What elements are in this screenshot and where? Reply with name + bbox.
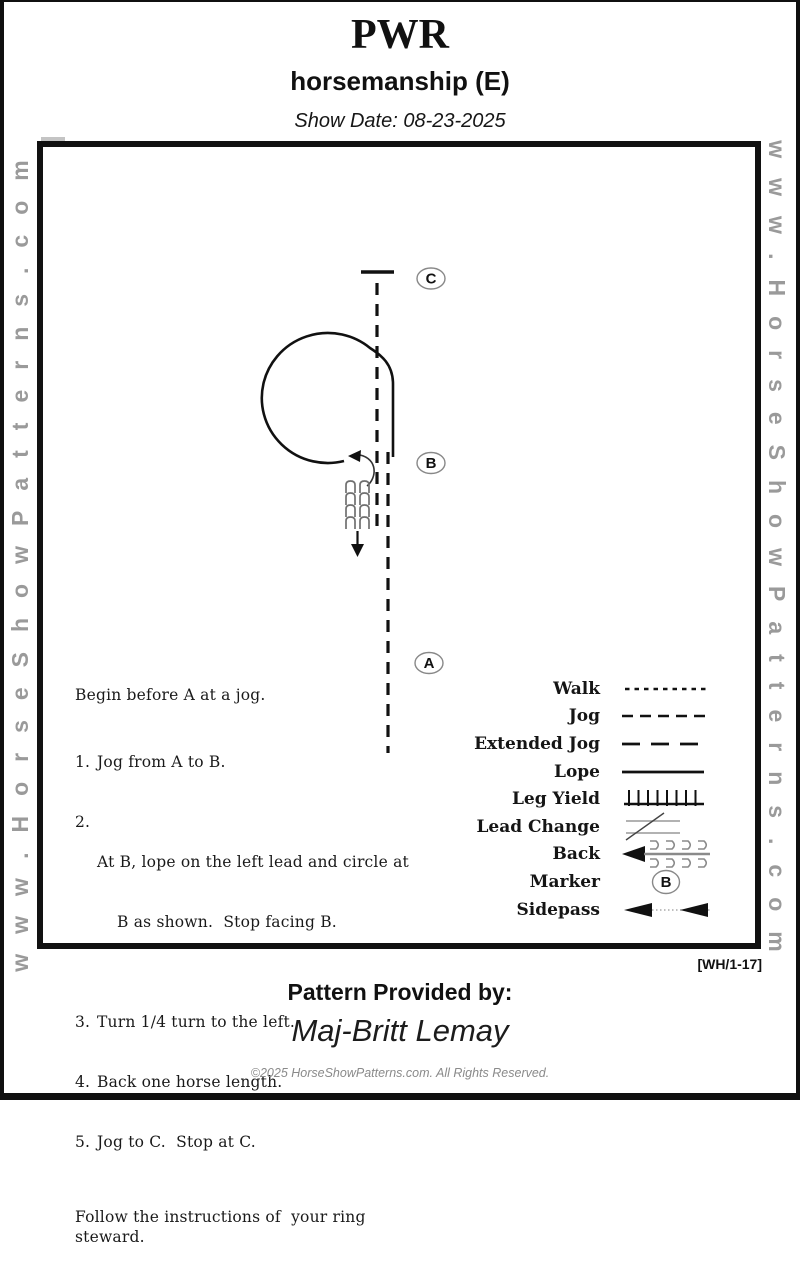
legend-row-leg-yield: [460, 785, 720, 813]
extended-jog-line-icon: [620, 730, 715, 758]
legend-label: Walk: [553, 678, 600, 699]
step-number: 2.: [75, 813, 91, 831]
back-arrowhead-icon: [351, 544, 364, 557]
provided-by-name: Maj-Britt Lemay: [291, 1013, 509, 1048]
svg-text:B: B: [660, 873, 672, 891]
marker-b: [417, 453, 445, 474]
back-symbol: [346, 481, 369, 529]
legend-row-marker: [460, 868, 720, 896]
pattern-code: [WH/1-17]: [697, 956, 762, 972]
step-text: At B, lope on the left lead and circle at: [97, 853, 409, 871]
lope-line-icon: [620, 758, 715, 786]
quarter-turn-arrowhead-icon: [348, 450, 361, 462]
step-text: Turn 1/4 turn to the left.: [97, 1013, 296, 1031]
step-text: Jog from A to B.: [97, 753, 226, 771]
legend-label: Lope: [554, 761, 600, 782]
provided-by-label: Pattern Provided by:: [287, 979, 513, 1005]
legend-label: Jog: [568, 706, 600, 727]
back-icon: [620, 840, 715, 868]
step-number: 1.: [75, 753, 91, 771]
legend-row-lope: [460, 758, 720, 786]
step-number: 5.: [75, 1133, 91, 1151]
step-text-wrap: B as shown. Stop facing B.: [117, 913, 337, 931]
lope-circle: [262, 333, 393, 463]
legend-row-extended-jog: [460, 730, 720, 758]
page-title: PWR: [351, 12, 449, 58]
svg-text:A: A: [423, 655, 435, 672]
step-number: 3.: [75, 1013, 91, 1031]
svg-text:B: B: [425, 455, 437, 472]
jog-line-icon: [620, 702, 715, 730]
legend-row-sidepass: [460, 896, 720, 924]
marker-a: [415, 653, 443, 674]
legend-label: Leg Yield: [511, 789, 600, 810]
svg-text:C: C: [425, 270, 437, 288]
step-text: Jog to C. Stop at C.: [97, 1133, 256, 1151]
legend-label: Extended Jog: [474, 733, 600, 754]
legend-label: Sidepass: [516, 899, 600, 920]
legend-row-back: [460, 841, 720, 869]
watermark-left: www.HorseShowPatterns.com: [7, 140, 33, 972]
step-number: 4.: [75, 1073, 91, 1091]
step-text: Back one horse length.: [97, 1073, 283, 1091]
instructions-footer: Follow the instructions of your ring steward.: [75, 1208, 371, 1246]
copyright-line: ©2025 HorseShowPatterns.com. All Rights Reserved.: [250, 1066, 550, 1080]
instruction-step-2: [75, 812, 415, 972]
legend: [460, 675, 720, 923]
legend-row-lead-change: [460, 813, 720, 841]
marker-c: [417, 268, 445, 289]
instructions-intro: Begin before A at a jog.: [75, 686, 266, 704]
instruction-step-5: [75, 1132, 415, 1152]
show-date: Show Date: 08-23-2025: [294, 110, 506, 132]
watermark-right: www.HorseShowPatterns.com: [764, 140, 790, 972]
lead-change-icon: [620, 813, 715, 841]
instructions-block: [75, 645, 415, 1287]
legend-label: Lead Change: [476, 816, 600, 837]
legend-row-jog: [460, 703, 720, 731]
class-title: horsemanship (E): [290, 66, 510, 96]
leg-yield-icon: [620, 785, 715, 813]
legend-row-walk: [460, 675, 720, 703]
marker-icon: [620, 868, 715, 896]
legend-label: Back: [552, 844, 600, 865]
legend-label: Marker: [529, 871, 600, 892]
sidepass-icon: [620, 896, 715, 924]
instruction-step-1: [75, 752, 415, 772]
walk-line-icon: [620, 675, 715, 703]
